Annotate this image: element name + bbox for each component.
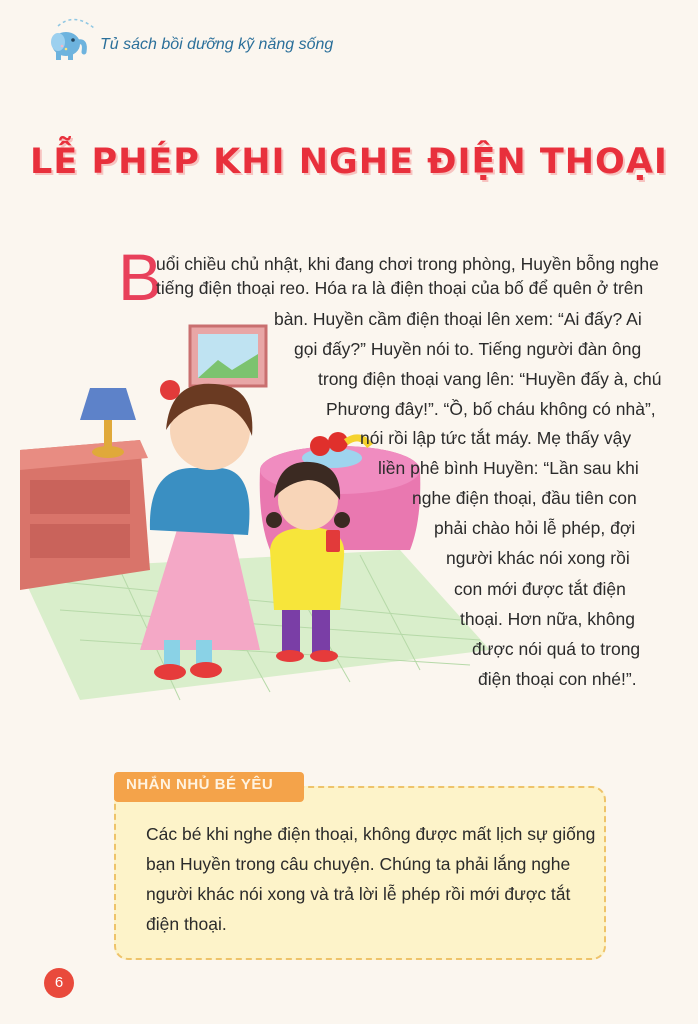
story-line: thoại. Hơn nữa, không (460, 609, 635, 629)
story-line: uổi chiều chủ nhật, khi đang chơi trong phòng, Huyền bỗng nghe (156, 254, 659, 274)
advice-tag-label: NHẮN NHỦ BÉ YÊU (126, 776, 274, 793)
advice-line: Các bé khi nghe điện thoại, không được mất lịch sự giống (146, 824, 596, 844)
story-line: Phương đây!”. “Ồ, bố cháu không có nhà”, (326, 399, 656, 419)
series-title: Tủ sách bồi dưỡng kỹ năng sống (100, 36, 334, 53)
story-line: liền phê bình Huyền: “Lần sau khi (378, 458, 639, 478)
story-line: nghe điện thoại, đầu tiên con (412, 488, 637, 508)
elephant-icon (44, 18, 104, 62)
article-title: LỄ PHÉP KHI NGHE ĐIỆN THOẠI (30, 142, 668, 182)
story-line: tiếng điện thoại reo. Hóa ra là điện thoại của bố để quên ở trên (156, 278, 644, 298)
story-line: gọi đấy?” Huyền nói to. Tiếng người đàn ông (294, 339, 642, 359)
story-line: điện thoại con nhé!”. (478, 669, 637, 689)
page-number: 6 (44, 968, 74, 998)
drop-cap: B (118, 240, 163, 314)
advice-line: bạn Huyền trong câu chuyện. Chúng ta phải lắng nghe (146, 854, 571, 874)
story-line: trong điện thoại vang lên: “Huyền đấy à, chú (318, 369, 662, 389)
advice-line: người khác nói xong và trả lời lễ phép rồi mới được tắt (146, 884, 571, 904)
story-line: nói rồi lập tức tắt máy. Mẹ thấy vậy (360, 428, 632, 448)
advice-line: điện thoại. (146, 914, 227, 934)
story-line: bàn. Huyền cầm điện thoại lên xem: “Ai đấy? Ai (274, 309, 642, 329)
story-line: phải chào hỏi lễ phép, đợi (434, 518, 636, 538)
story-line: được nói quá to trong (472, 639, 641, 659)
story-line: con mới được tắt điện (454, 579, 626, 599)
story-line: người khác nói xong rồi (446, 548, 630, 568)
